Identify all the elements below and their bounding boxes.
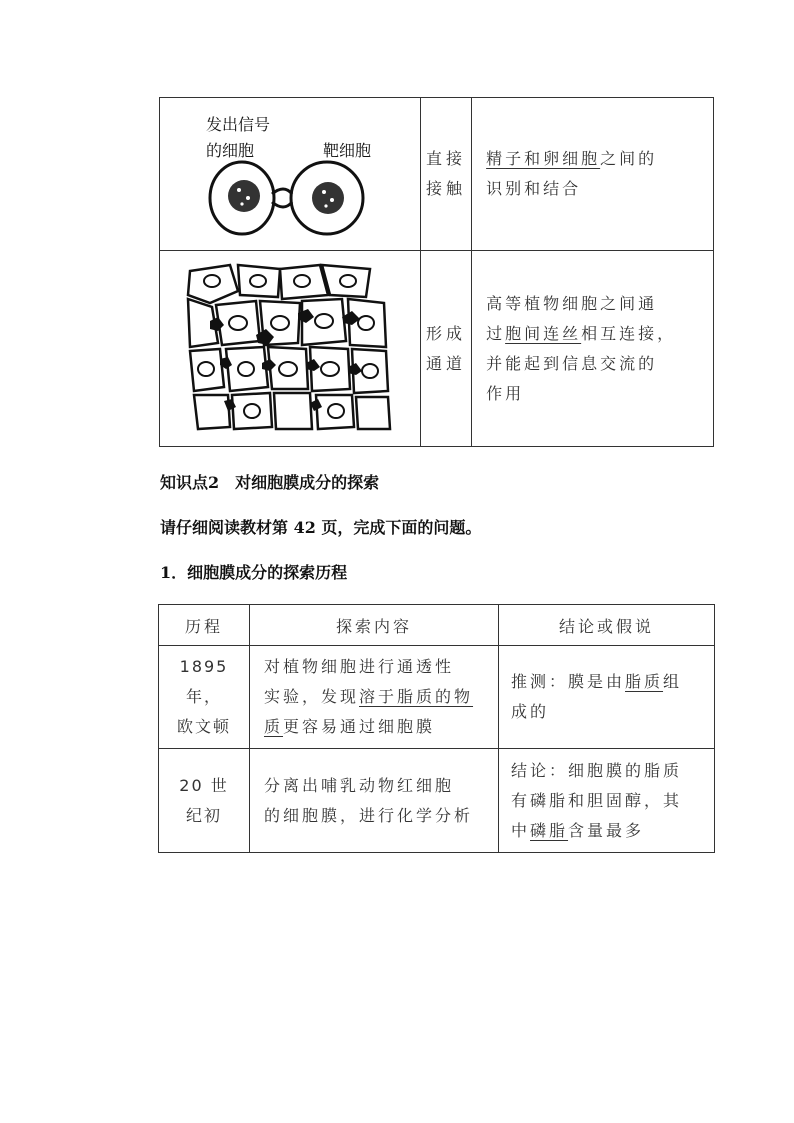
direct-contact-cells-illustration <box>160 98 420 250</box>
section-title: 知识点2 对细胞膜成分的探索 <box>160 473 380 492</box>
channel-figure-cell <box>160 251 421 447</box>
history-table <box>158 604 715 853</box>
figure-label-target: 靶细胞 <box>323 141 372 160</box>
mode-line: 形成 <box>426 323 467 343</box>
header-history: 历程 <box>159 605 250 646</box>
instruction-text: 请仔细阅读教材第 42 页，完成下面的问题。 <box>160 518 482 537</box>
header-conclusion: 结论或假说 <box>499 605 715 646</box>
answer-underlined: 精子和卵细胞 <box>486 149 601 168</box>
mode-channel <box>421 251 472 447</box>
figure-label-sender-1: 发出信号 <box>206 115 271 134</box>
history-conclusion: 结论：细胞膜的脂质 有磷脂和胆固醇，其 中磷脂含量最多 <box>499 749 715 853</box>
mode-line: 直接 <box>426 149 467 168</box>
answer-underlined: 胞间连丝 <box>505 323 582 343</box>
mode-line: 通道 <box>426 353 467 373</box>
history-content: 分离出哺乳动物红细胞 的细胞膜，进行化学分析 <box>250 749 499 853</box>
history-year: 20 世 纪初 <box>159 749 250 853</box>
example-channel: 高等植物细胞之间通 过胞间连丝相互连接， 并能起到信息交流的 作用 <box>472 251 714 447</box>
mode-direct-contact <box>421 98 472 251</box>
header-content: 探索内容 <box>250 605 499 646</box>
plasmodesmata-tissue-illustration <box>160 251 420 446</box>
direct-contact-figure-cell <box>160 98 421 251</box>
answer-underlined: 溶于脂质的物 <box>359 687 474 706</box>
answer-underlined: 磷脂 <box>530 820 569 840</box>
signal-table <box>159 97 714 447</box>
subsection-title: 1．细胞膜成分的探索历程 <box>160 563 348 582</box>
figure-label-sender-2: 的细胞 <box>206 141 255 160</box>
answer-underlined: 质 <box>264 717 284 736</box>
history-conclusion: 推测：膜是由脂质组 成的 <box>499 646 715 749</box>
answer-underlined: 脂质 <box>625 672 664 691</box>
mode-line: 接触 <box>426 179 467 198</box>
example-direct-contact: 精子和卵细胞之间的 识别和结合 <box>472 98 714 251</box>
history-content: 对植物细胞进行通透性 实验，发现溶于脂质的物 质更容易通过细胞膜 <box>250 646 499 749</box>
history-year: 1895 年， 欧文顿 <box>159 646 250 749</box>
